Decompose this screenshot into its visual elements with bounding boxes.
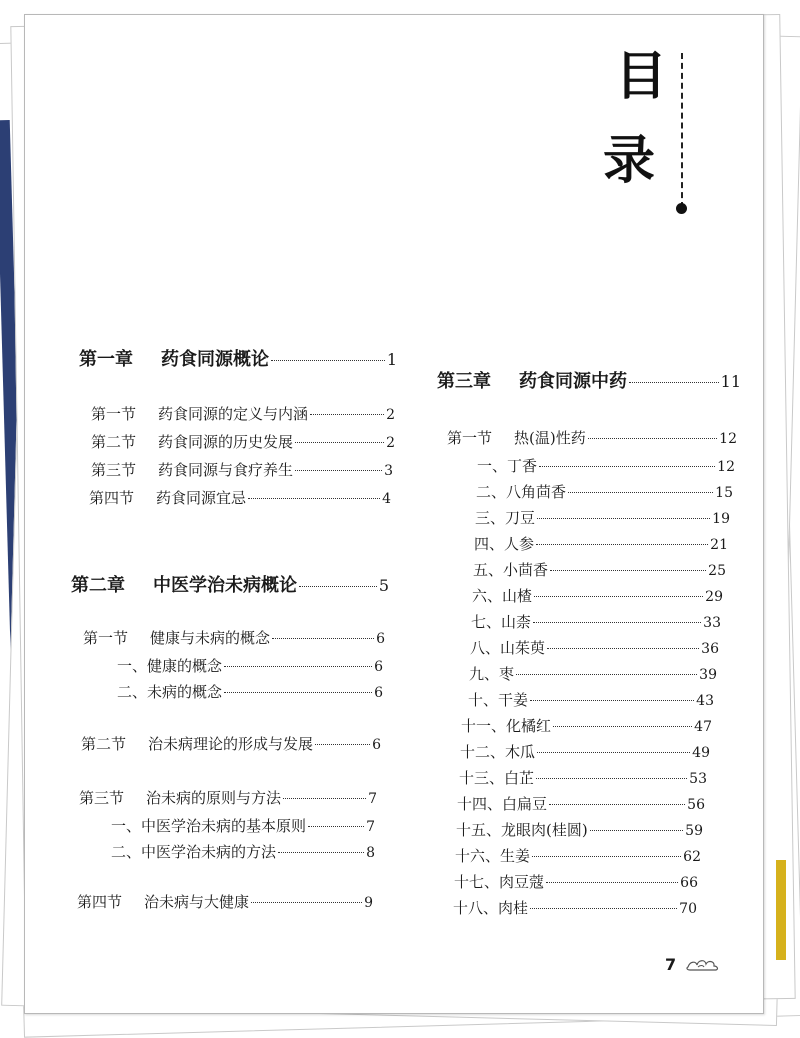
page-footer (665, 955, 720, 974)
dot-leader (530, 700, 694, 701)
chapter-label: 第三章 (437, 371, 491, 392)
page-number: 8 (366, 845, 375, 861)
page-number: 56 (687, 797, 705, 813)
toc-section[interactable] (447, 427, 737, 448)
item-title: 一、丁香 (477, 457, 538, 475)
page-number: 5 (378, 576, 389, 595)
dot-leader (534, 596, 703, 597)
section-label: 第一节 (91, 405, 137, 423)
toc-item[interactable] (457, 793, 705, 814)
item-title: 十八、肉桂 (453, 899, 529, 917)
toc-item[interactable] (111, 841, 375, 862)
section-label: 第一节 (83, 629, 129, 647)
dot-leader (588, 438, 717, 439)
page-number: 9 (364, 895, 373, 911)
chapter-label: 第一章 (79, 349, 133, 370)
dot-leader (283, 798, 366, 799)
toc-item[interactable] (468, 689, 714, 710)
dot-leader (629, 382, 719, 383)
toc-section[interactable] (81, 733, 381, 754)
dot-leader (550, 570, 706, 571)
page-number: 21 (710, 537, 728, 553)
page-number: 53 (689, 771, 707, 787)
dot-leader (224, 666, 372, 667)
dot-leader (295, 470, 382, 471)
page-number: 11 (720, 372, 741, 391)
back-page-edge (776, 860, 786, 960)
toc-section[interactable] (77, 891, 373, 912)
toc-item[interactable] (453, 897, 697, 918)
page-number: 36 (701, 641, 719, 657)
item-title: 九、枣 (469, 665, 515, 683)
section-label: 第三节 (79, 789, 125, 807)
page-number: 3 (384, 463, 393, 479)
item-title: 三、刀豆 (475, 509, 536, 527)
dot-leader (549, 804, 685, 805)
toc-page (24, 14, 764, 1014)
dot-leader (278, 852, 364, 853)
toc-item[interactable] (470, 637, 719, 658)
page-number: 25 (708, 563, 726, 579)
item-title: 七、山柰 (471, 613, 532, 631)
page-number: 12 (719, 431, 737, 447)
toc-item[interactable] (117, 681, 383, 702)
section-label: 第三节 (91, 461, 137, 479)
dot-leader (248, 498, 380, 499)
dot-leader (516, 674, 697, 675)
item-title: 二、未病的概念 (117, 683, 223, 701)
toc-item[interactable] (471, 611, 721, 632)
toc-item[interactable] (474, 533, 728, 554)
section-title: 治未病与大健康 (144, 893, 250, 911)
toc-chapter-1[interactable] (79, 345, 397, 371)
dot-leader (539, 466, 715, 467)
toc-section[interactable] (83, 627, 385, 648)
dot-leader (224, 692, 372, 693)
title-dot (676, 203, 687, 214)
section-label: 第一节 (447, 429, 493, 447)
page-number: 49 (692, 745, 710, 761)
title-dashed-divider (681, 53, 683, 208)
dot-leader (568, 492, 713, 493)
toc-item[interactable] (460, 741, 710, 762)
dot-leader (251, 902, 362, 903)
page-number: 4 (382, 491, 391, 507)
page-number: 12 (717, 459, 735, 475)
dot-leader (537, 518, 710, 519)
toc-item[interactable] (473, 559, 726, 580)
page-number: 62 (683, 849, 701, 865)
toc-item[interactable] (475, 507, 730, 528)
section-label: 第四节 (77, 893, 123, 911)
page-number: 2 (386, 407, 395, 423)
dot-leader (315, 744, 370, 745)
item-title: 八、山茱萸 (470, 639, 546, 657)
dot-leader (553, 726, 692, 727)
toc-item[interactable] (469, 663, 717, 684)
toc-section[interactable] (91, 403, 395, 424)
item-title: 一、健康的概念 (117, 657, 223, 675)
toc-item[interactable] (476, 481, 733, 502)
item-title: 十二、木瓜 (460, 743, 536, 761)
page-number: 2 (386, 435, 395, 451)
dot-leader (536, 544, 708, 545)
item-title: 二、八角茴香 (476, 483, 567, 501)
page-number: 6 (374, 685, 383, 701)
toc-chapter-2[interactable] (71, 571, 389, 597)
toc-section[interactable] (91, 431, 395, 452)
page-number: 66 (680, 875, 698, 891)
dot-leader (537, 752, 690, 753)
page-number: 1 (386, 350, 397, 369)
title-char-2: 录 (603, 130, 656, 191)
dot-leader (532, 856, 681, 857)
chapter-title: 中医学治未病概论 (153, 575, 297, 596)
item-title: 一、中医学治未病的基本原则 (111, 817, 307, 835)
chapter-title: 药食同源中药 (519, 371, 627, 392)
page-number: 7 (368, 791, 377, 807)
item-title: 十六、生姜 (455, 847, 531, 865)
item-title: 十七、肉豆蔻 (454, 873, 545, 891)
toc-item[interactable] (455, 845, 701, 866)
toc-item[interactable] (456, 819, 703, 840)
dot-leader (295, 442, 384, 443)
cloud-ornament-icon (686, 958, 720, 972)
toc-item[interactable] (461, 715, 712, 736)
toc-section[interactable] (79, 787, 377, 808)
dot-leader (547, 648, 699, 649)
page-number: 6 (372, 737, 381, 753)
item-title: 十四、白扁豆 (457, 795, 548, 813)
dot-leader (530, 908, 677, 909)
footer-page-number: 7 (665, 955, 677, 974)
page-number: 19 (712, 511, 730, 527)
item-title: 四、人参 (474, 535, 535, 553)
item-title: 六、山楂 (472, 587, 533, 605)
toc-section[interactable] (89, 487, 391, 508)
section-label: 第二节 (81, 735, 127, 753)
page-number: 47 (694, 719, 712, 735)
section-title: 药食同源与食疗养生 (158, 461, 294, 479)
page-number: 39 (699, 667, 717, 683)
toc-item[interactable] (459, 767, 707, 788)
page-number: 15 (715, 485, 733, 501)
section-title: 治未病的原则与方法 (146, 789, 282, 807)
chapter-label: 第二章 (71, 575, 125, 596)
section-title: 治未病理论的形成与发展 (148, 735, 314, 753)
page-number: 6 (376, 631, 385, 647)
section-title: 药食同源的历史发展 (158, 433, 294, 451)
toc-item[interactable] (111, 815, 375, 836)
section-label: 第四节 (89, 489, 135, 507)
toc-item[interactable] (472, 585, 723, 606)
page-number: 29 (705, 589, 723, 605)
dot-leader (533, 622, 701, 623)
item-title: 十五、龙眼肉(桂圆) (456, 821, 588, 839)
section-title: 健康与未病的概念 (150, 629, 271, 647)
toc-item[interactable] (477, 455, 735, 476)
page-number: 7 (366, 819, 375, 835)
dot-leader (310, 414, 384, 415)
item-title: 十一、化橘红 (461, 717, 552, 735)
item-title: 二、中医学治未病的方法 (111, 843, 277, 861)
page-number: 43 (696, 693, 714, 709)
dot-leader (272, 638, 374, 639)
dot-leader (590, 830, 683, 831)
toc-item[interactable] (117, 655, 383, 676)
page-number: 59 (685, 823, 703, 839)
page-number: 70 (679, 901, 697, 917)
toc-item[interactable] (454, 871, 698, 892)
dot-leader (546, 882, 678, 883)
section-label: 第二节 (91, 433, 137, 451)
section-title: 药食同源宜忌 (156, 489, 247, 507)
item-title: 五、小茴香 (473, 561, 549, 579)
page-number: 33 (703, 615, 721, 631)
dot-leader (299, 586, 377, 587)
title-char-1: 目 (615, 46, 668, 107)
dot-leader (536, 778, 687, 779)
section-title: 药食同源的定义与内涵 (158, 405, 309, 423)
item-title: 十三、白芷 (459, 769, 535, 787)
section-title: 热(温)性药 (514, 429, 586, 447)
page-number: 6 (374, 659, 383, 675)
chapter-title: 药食同源概论 (161, 349, 269, 370)
dot-leader (271, 360, 385, 361)
item-title: 十、干姜 (468, 691, 529, 709)
toc-section[interactable] (91, 459, 393, 480)
toc-chapter-3[interactable] (437, 367, 741, 393)
dot-leader (308, 826, 364, 827)
